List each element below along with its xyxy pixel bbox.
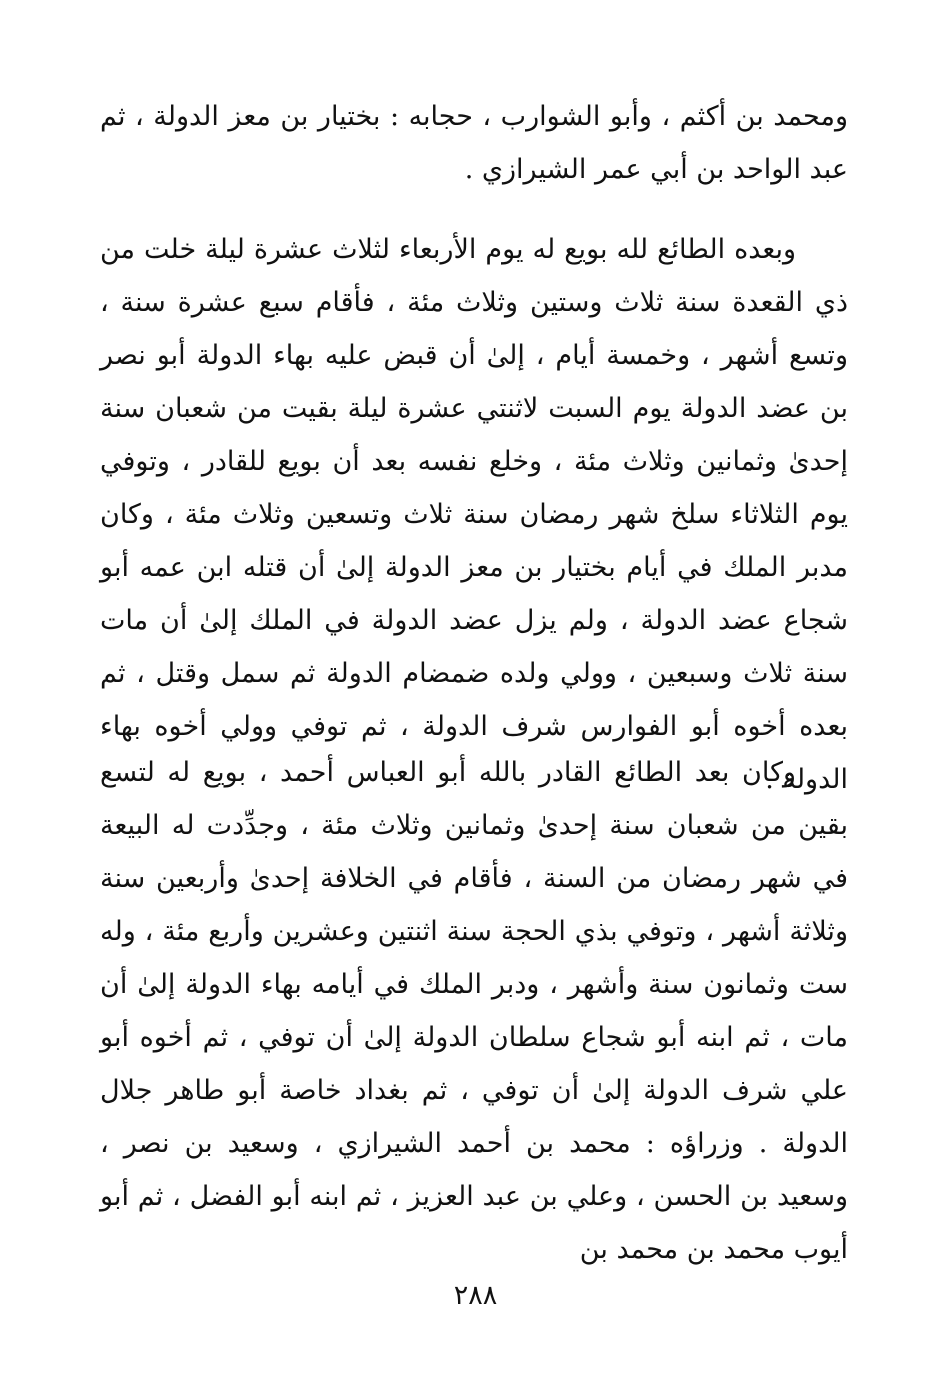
paragraph-continuation: ومحمد بن أكثم ، وأبو الشوارب ، حجابه : بختيار بن معز الدولة ، ثم عبد الواحد بن أبي عمر الشيرازي .: [100, 101, 848, 185]
page-number: ٢٨٨: [453, 1280, 498, 1311]
paragraph-al-tai: وبعده الطائع لله بويع له يوم الأربعاء لثلاث عشرة ليلة خلت من ذي القعدة سنة ثلاث وستين وثلاث مئة ، فأقام سبع عشرة سنة ، وتسع أشهر ، وخمسة أيام ، إلىٰ أن قبض عليه بهاء الدولة أبو نصر بن عضد الدولة يوم السبت لاثنتي عشرة ليلة بقيت من شعبان سنة إحدىٰ وثمانين وثلاث مئة ، وخلع نفسه بعد أن بويع للقادر ، وتوفي يوم الثلاثاء سلخ شهر رمضان سنة ثلاث وتسعين وثلاث مئة ، وكان مدبر الملك في أيام بختيار بن معز الدولة إلىٰ أن قتله ابن عمه أبو شجاع عضد الدولة ، ولم يزل عضد الدولة في الملك إلىٰ أن مات سنة ثلاث وسبعين ، وولي ولده ضمضام الدولة ثم سمل وقتل ، ثم بعده أخوه أبو الفوارس شرف الدولة ، ثم توفي وولي أخوه بهاء الدولة .: [100, 234, 848, 795]
paragraph-al-qadir: وكان بعد الطائع القادر بالله أبو العباس أحمد ، بويع له لتسع بقين من شعبان سنة إحدىٰ وثمانين وثلاث مئة ، وجدِّدت له البيعة في شهر رمضان من السنة ، فأقام في الخلافة إحدىٰ وأربعين سنة وثلاثة أشهر ، وتوفي بذي الحجة سنة اثنتين وعشرين وأربع مئة ، وله ست وثمانون سنة وأشهر ، ودبر الملك في أيامه بهاء الدولة إلىٰ أن مات ، ثم ابنه أبو شجاع سلطان الدولة إلىٰ أن توفي ، ثم أخوه أبو علي شرف الدولة إلىٰ أن توفي ، ثم بغداد خاصة أبو طاهر جلال الدولة . وزراؤه : محمد بن أحمد الشيرازي ، وسعيد بن نصر ، وسعيد بن الحسن ، وعلي بن عبد العزيز ، ثم ابنه أبو الفضل ، ثم أبو أيوب محمد بن محمد بن: [100, 757, 848, 1265]
